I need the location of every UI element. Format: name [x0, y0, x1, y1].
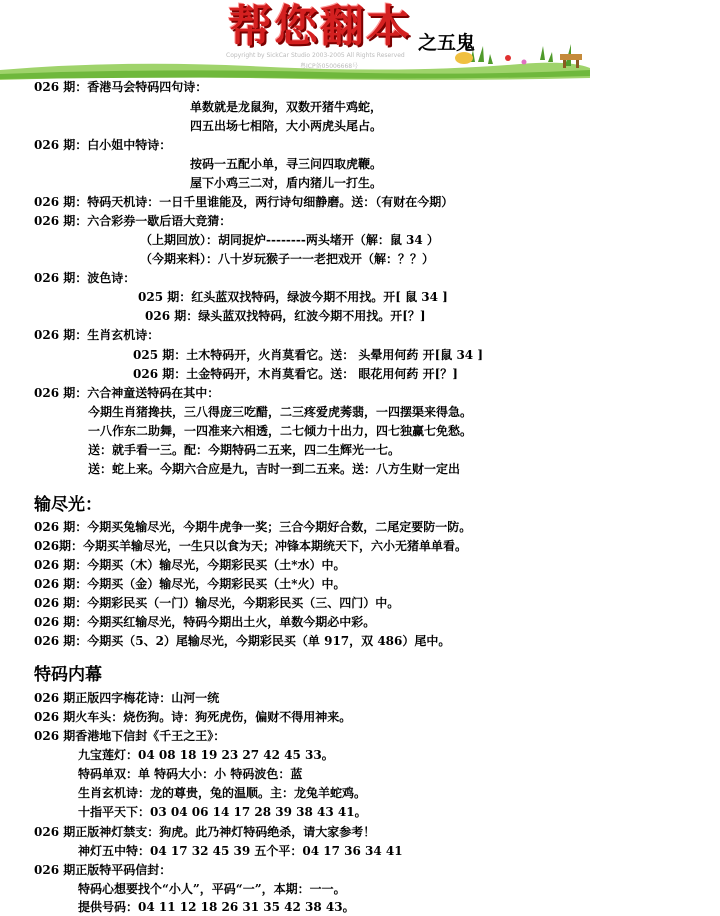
- text-line: 026 期：特码天机诗：一日千里谁能及，两行诗句细静磨。送：（有财在今期）: [34, 195, 454, 209]
- text-line: 送：就手看一三。配：今期特码二五来，四二生辉光一七。: [88, 443, 401, 457]
- text-line: 026 期：今期买（5、2）尾输尽光，今期彩民买（单 917，双 486）尾中。: [34, 634, 451, 648]
- text-line: 026 期火车头：烧伤狗。诗：狗死虎伤，偏财不得用神来。: [34, 710, 352, 724]
- text-line: 026期：今期买羊输尽光，一生只以食为天；冲锋本期统天下，六小无猪单单看。: [34, 539, 468, 553]
- text-line: 026 期：绿头蓝双找特码，红波今期不用找。开[？]: [145, 309, 426, 323]
- text-line: 026 期：今期彩民买（一门）输尽光，今期彩民买（三、四门）中。: [34, 596, 400, 610]
- text-line: 九宝莲灯：04 08 18 19 23 27 42 45 33。: [78, 748, 334, 762]
- text-line: 特码心想要找个“小人”，平码“一”，本期：一一。: [78, 882, 346, 896]
- section-heading-lose: 输尽光：: [34, 495, 102, 515]
- text-line: 026 期：波色诗：: [34, 271, 136, 285]
- section-heading-special: 特码内幕: [34, 665, 102, 685]
- text-line: 生肖玄机诗：龙的尊贵，兔的温顺。主：龙兔羊蛇鸡。: [78, 786, 367, 800]
- text-line: 神灯五中特：04 17 32 45 39 五个平：04 17 36 34 41: [78, 844, 403, 858]
- text-line: 今期生肖猪搀扶，三八得庞三吃醋，二三疼爱虎莠翡，一四摆渠来得急。: [88, 405, 473, 419]
- text-line: 026 期：香港马会特码四句诗：: [34, 80, 208, 94]
- text-line: 十指平天下：03 04 06 14 17 28 39 38 43 41。: [78, 805, 367, 819]
- banner-subtitle: 之五鬼: [418, 32, 476, 54]
- text-line: 提供号码：04 11 12 18 26 31 35 42 38 43。: [78, 900, 355, 914]
- text-line: 026 期：白小姐中特诗：: [34, 138, 172, 152]
- icp-text: 粤ICP备05006668号: [300, 63, 359, 70]
- text-line: 026 期：六合神童送特码在其中：: [34, 386, 220, 400]
- header-banner: [0, 0, 720, 82]
- copyright-text: Copyright by SickCar Studio 2003-2005 All Rights Reserved: [226, 52, 405, 59]
- text-line: 025 期：红头蓝双找特码，绿波今期不用找。开[ 鼠 34 ]: [138, 290, 448, 304]
- text-line: 按码一五配小单，寻三问四取虎鞭。: [190, 157, 383, 171]
- text-line: 026 期：土金特码开，木肖莫看它。送： 眼花用何药 开[？]: [133, 367, 458, 381]
- text-line: 026 期正版神灯禁支：狗虎。此乃神灯特码绝杀，请大家参考！: [34, 825, 376, 839]
- text-line: 026 期：今期买红输尽光，特码今期出土火，单数今期必中彩。: [34, 615, 376, 629]
- text-line: 单数就是龙鼠狗，双数开猪牛鸡蛇，: [190, 100, 383, 114]
- text-line: 026 期正版特平码信封：: [34, 863, 172, 877]
- text-line: 特码单双：单 特码大小：小 特码波色：蓝: [78, 767, 303, 781]
- text-line: 四五出场七相陪，大小两虎头尾占。: [190, 119, 383, 133]
- text-line: 026 期正版四字梅花诗：山河一统: [34, 691, 220, 705]
- text-line: 025 期：土木特码开，火肖莫看它。送： 头晕用何药 开[鼠 34 ]: [133, 348, 483, 362]
- banner-title-main: 帮您翻本: [228, 1, 412, 52]
- text-line: 026 期：今期买（木）输尽光，今期彩民买（土*水）中。: [34, 558, 346, 572]
- text-line: 一八作东二助舞，一四准来六相透，二七倾力十出力，四七独赢七免愁。: [88, 424, 473, 438]
- text-line: （上期回放）：胡同捉炉--------两头堵开（解：鼠 34 ）: [140, 233, 439, 247]
- banner-title: [228, 1, 476, 54]
- text-line: 送：蛇上来。今期六合应是九，吉时一到二五来。送：八方生财一定出: [88, 462, 461, 476]
- text-line: 026 期：今期买兔输尽光，今期牛虎争一奖；三合今期好合数，二尾定要防一防。: [34, 520, 472, 534]
- text-line: 026 期香港地下信封《千王之王》：: [34, 729, 226, 743]
- text-line: 026 期：生肖玄机诗：: [34, 328, 160, 342]
- text-line: 026 期：六合彩券一歇后语大竞猜：: [34, 214, 232, 228]
- text-line: 屋下小鸡三二对，盾内猪儿一打生。: [190, 176, 383, 190]
- text-line: （今期来料）：八十岁玩猴子一一老把戏开（解：？？）: [140, 252, 435, 266]
- text-line: 026 期：今期买（金）输尽光，今期彩民买（土*火）中。: [34, 577, 346, 591]
